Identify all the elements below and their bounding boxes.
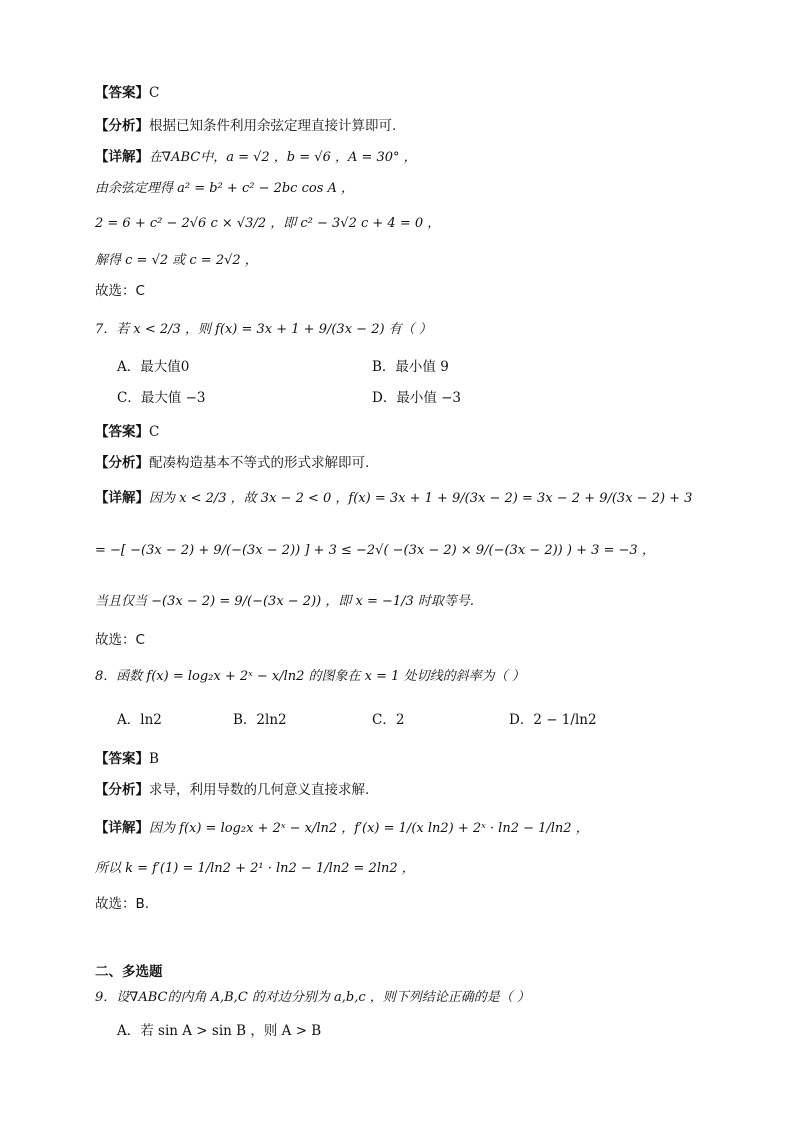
question-7-stem (95, 319, 432, 340)
analysis-text: 根据已知条件利用余弦定理直接计算即可. (149, 118, 397, 134)
q8-option-b: B．2ln2 (233, 712, 287, 728)
analysis-tag: 【分析】 (95, 118, 149, 134)
choose-text: 故选：C (95, 632, 145, 648)
detail-tag: 【详解】 (95, 820, 149, 836)
analysis-tag: 【分析】 (95, 455, 149, 471)
detail-text: 2 = 6 + c² − 2√6 c × √3/2 ，即 c² − 3√2 c + 4 = 0 ， (95, 216, 441, 231)
answer-tag: 【答案】 (95, 85, 149, 101)
analysis-text: 配凑构造基本不等式的形式求解即可. (149, 455, 370, 471)
question-9-stem (95, 987, 530, 1008)
detail-text: 解得 c = √2 或 c = 2√2 ， (95, 253, 258, 268)
answer-tag: 【答案】 (95, 424, 149, 440)
analysis-tag: 【分析】 (95, 782, 149, 798)
q7-option-c: C．最大值 −3 (117, 390, 206, 406)
question-text: 8．函数 f(x) = log₂x + 2ˣ − x/ln2 的图象在 x = 1 处切线的斜率为（ ） (95, 669, 525, 684)
detail-line-6-4 (95, 250, 258, 271)
detail-line-8-2 (95, 858, 415, 879)
detail-text: 由余弦定理得 a² = b² + c² − 2bc cos A ， (95, 181, 355, 196)
detail-tag: 【详解】 (95, 149, 149, 165)
detail-text: 所以 k = f′(1) = 1/ln2 + 2¹ · ln2 − 1/ln2 = 2ln2 ， (95, 861, 415, 876)
choose-line-6 (95, 281, 145, 301)
q8-option-a: A．ln2 (117, 712, 162, 728)
analysis-line-6 (95, 116, 396, 136)
question-text: 9．设∇ABC的内角 A,B,C 的对边分别为 a,b,c ，则下列结论正确的是（ ） (95, 990, 530, 1005)
choose-line-7 (95, 630, 145, 650)
answer-value: B (149, 751, 159, 767)
detail-line-8-1 (95, 818, 589, 839)
analysis-text: 求导，利用导数的几何意义直接求解. (149, 782, 370, 798)
answer-value: C (149, 85, 160, 101)
detail-line-6-2 (95, 178, 354, 199)
detail-text: = −[ −(3x − 2) + 9/(−(3x − 2)) ] + 3 ≤ −2√( −(3x − 2) × 9/(−(3x − 2)) ) + 3 = −3 ， (95, 543, 655, 558)
answer-line-8 (95, 749, 159, 769)
q8-option-c: C．2 (372, 712, 405, 728)
detail-text: 因为 f(x) = log₂x + 2ˣ − x/ln2 ，f′(x) = 1/(x ln2) + 2ˣ · ln2 − 1/ln2 ， (149, 821, 589, 836)
detail-line-7-2 (95, 540, 655, 561)
q7-option-d: D．最小值 −3 (372, 390, 462, 406)
answer-line-7 (95, 422, 159, 442)
detail-line-7-1 (95, 488, 692, 509)
section-title (95, 962, 163, 982)
section-title-text: 二、多选题 (95, 964, 163, 980)
analysis-line-8 (95, 780, 369, 800)
answer-value: C (149, 424, 160, 440)
q9-option-a: A．若 sin A > sin B ，则 A > B (117, 1023, 322, 1039)
choose-text: 故选：C (95, 283, 145, 299)
detail-text: 当且仅当 −(3x − 2) = 9/(−(3x − 2)) ，即 x = −1/3 时取等号. (95, 594, 475, 609)
q7-option-b: B．最小值 9 (372, 359, 449, 375)
question-text: 7．若 x < 2/3 ，则 f(x) = 3x + 1 + 9/(3x − 2) 有（ ） (95, 322, 432, 337)
choose-text: 故选：B. (95, 896, 150, 912)
detail-text: 在∇ABC中，a = √2 ，b = √6 ，A = 30° ， (149, 150, 417, 165)
q7-option-a: A．最大值0 (117, 359, 190, 375)
question-8-stem (95, 666, 525, 687)
detail-line-7-3 (95, 591, 474, 612)
detail-tag: 【详解】 (95, 490, 149, 506)
answer-tag: 【答案】 (95, 751, 149, 767)
q8-option-d: D．2 − 1/ln2 (509, 712, 597, 728)
detail-text: 因为 x < 2/3 ，故 3x − 2 < 0 ，f(x) = 3x + 1 + 9/(3x − 2) = 3x − 2 + 9/(3x − 2) + 3 (149, 491, 693, 506)
analysis-line-7 (95, 453, 369, 473)
detail-line-6-1 (95, 147, 417, 168)
detail-line-6-3 (95, 213, 440, 234)
choose-line-8 (95, 894, 149, 914)
answer-line-6 (95, 83, 159, 103)
